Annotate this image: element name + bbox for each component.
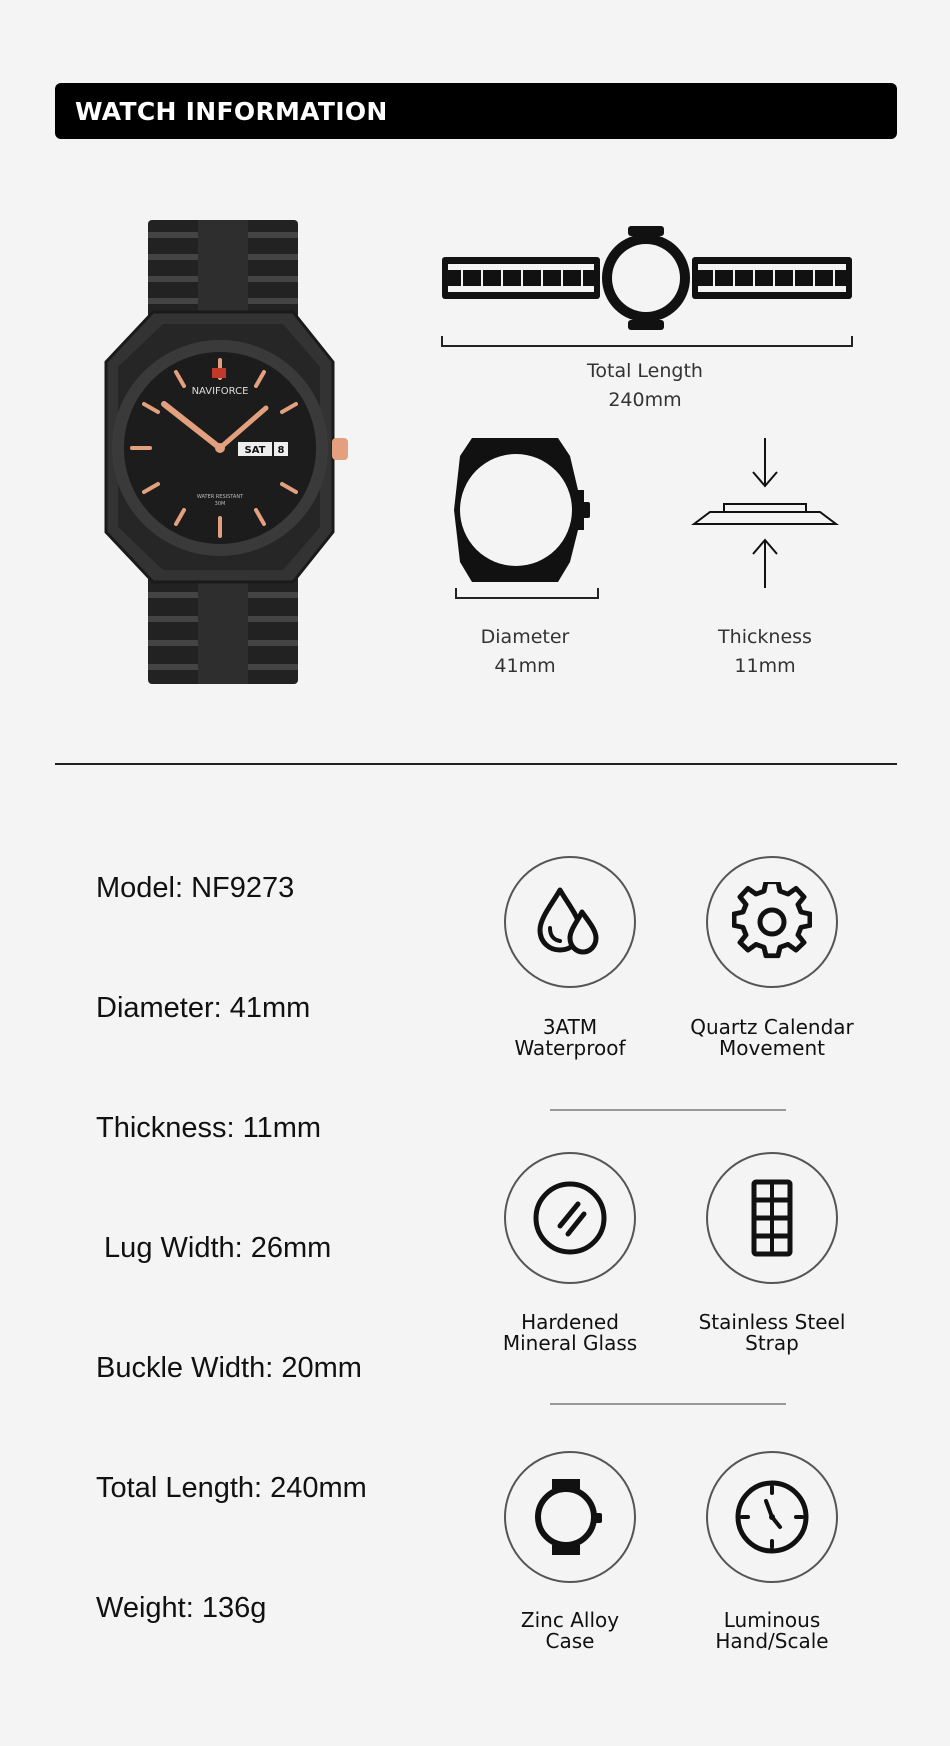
diameter-diagram bbox=[452, 430, 602, 605]
gear-icon bbox=[732, 882, 812, 962]
spec-thickness: Thickness: 11mm bbox=[96, 1112, 322, 1144]
feature-waterproof-label: 3ATM Waterproof bbox=[514, 1015, 626, 1060]
spec-total-length: Total Length: 240mm bbox=[96, 1472, 367, 1504]
feature-glass-label: Hardened Mineral Glass bbox=[502, 1310, 638, 1355]
feature-luminous bbox=[706, 1451, 838, 1583]
total-length-label bbox=[560, 357, 730, 415]
section-title: WATCH INFORMATION bbox=[75, 96, 388, 126]
feature-luminous-label: Luminous Hand/Scale bbox=[715, 1608, 829, 1653]
bracelet-top bbox=[148, 220, 298, 320]
spec-diameter: Diameter: 41mm bbox=[96, 992, 311, 1024]
watch-case-icon bbox=[530, 1475, 610, 1559]
feature-separator bbox=[550, 1403, 786, 1405]
spec-buckle-width: Buckle Width: 20mm bbox=[96, 1352, 362, 1384]
spec-lug-width: Lug Width: 26mm bbox=[96, 1232, 332, 1264]
water-drops-icon bbox=[530, 882, 610, 962]
feature-glass bbox=[504, 1152, 636, 1284]
day-window: SAT bbox=[244, 445, 266, 456]
dial-water-text: WATER RESISTANT bbox=[196, 494, 244, 500]
date-window: 8 bbox=[277, 445, 285, 456]
brand-name: NAVIFORCE bbox=[191, 386, 249, 397]
feature-movement bbox=[706, 856, 838, 988]
diameter-title: Diameter bbox=[480, 626, 570, 648]
bracelet-bottom bbox=[148, 572, 298, 684]
feature-movement-label: Quartz Calendar Movement bbox=[690, 1015, 854, 1060]
thickness-value: 11mm bbox=[734, 655, 796, 677]
spec-weight: Weight: 136g bbox=[96, 1592, 267, 1624]
feature-strap bbox=[706, 1152, 838, 1284]
strap-icon bbox=[732, 1178, 812, 1258]
thickness-title: Thickness bbox=[718, 626, 812, 648]
section-divider bbox=[55, 763, 897, 765]
diameter-label bbox=[445, 623, 605, 681]
dial-depth-text: 30M bbox=[214, 501, 226, 507]
total-length-value: 240mm bbox=[608, 389, 682, 411]
feature-separator bbox=[550, 1109, 786, 1111]
watch-photo bbox=[88, 212, 358, 692]
feature-strap-label: Stainless Steel Strap bbox=[698, 1310, 846, 1355]
glass-icon bbox=[530, 1178, 610, 1258]
watch-crown bbox=[332, 438, 348, 460]
feature-case-label: Zinc Alloy Case bbox=[520, 1608, 620, 1653]
thickness-label bbox=[685, 623, 845, 681]
thickness-diagram bbox=[690, 434, 840, 594]
feature-case bbox=[504, 1451, 636, 1583]
brand-logo bbox=[212, 368, 226, 378]
total-length-diagram bbox=[438, 220, 858, 350]
section-header bbox=[55, 83, 897, 139]
spec-model: Model: NF9273 bbox=[96, 872, 295, 904]
total-length-title: Total Length bbox=[587, 360, 703, 382]
clock-icon bbox=[732, 1477, 812, 1557]
feature-waterproof bbox=[504, 856, 636, 988]
diameter-value: 41mm bbox=[494, 655, 556, 677]
